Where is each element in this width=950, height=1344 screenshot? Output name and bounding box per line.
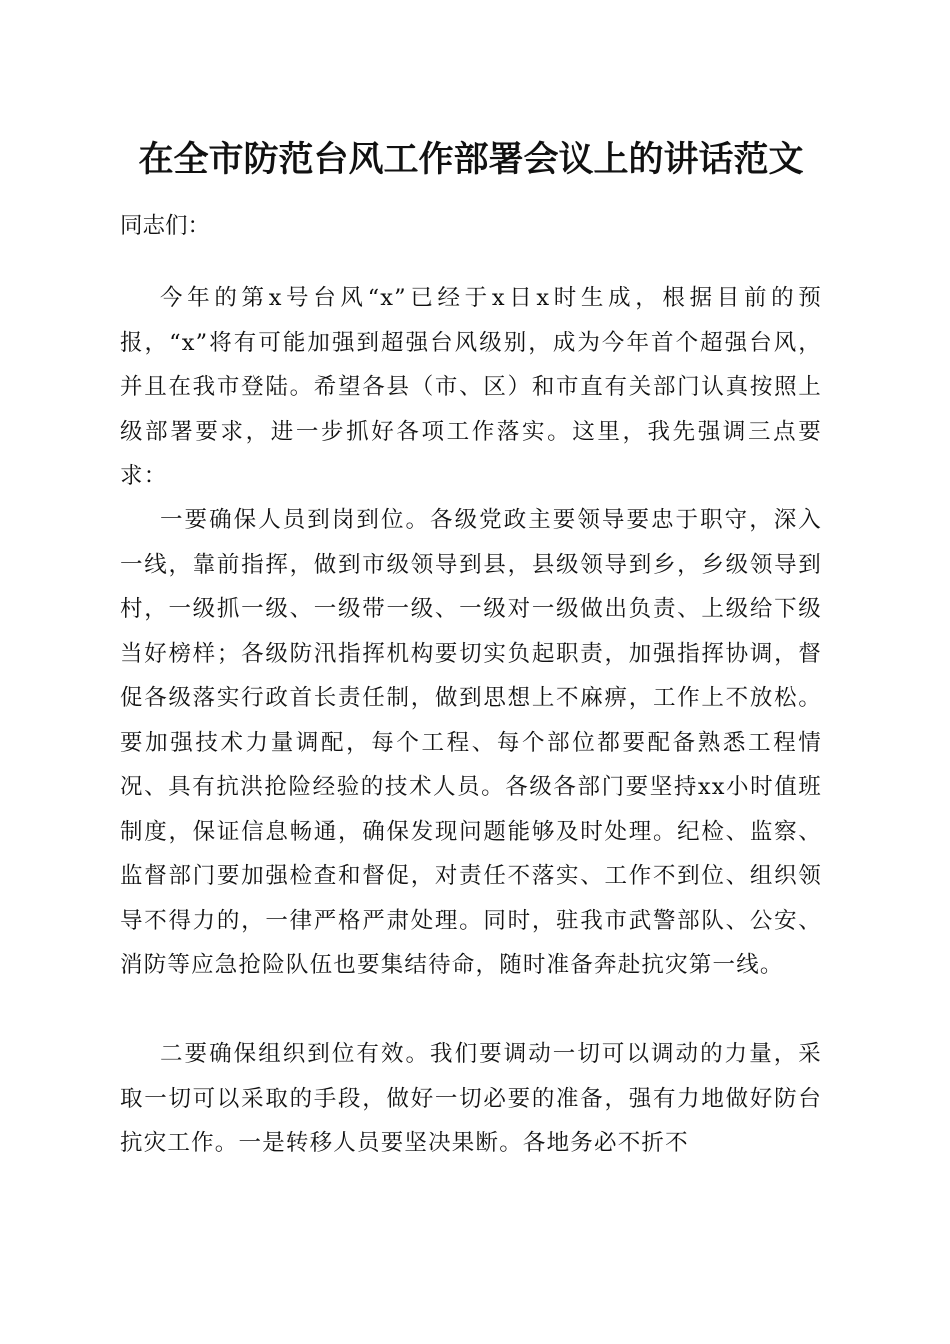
salutation: 同志们： (120, 213, 211, 239)
paragraph-2: 一要确保人员到岗到位。各级党政主要领导要忠于职守，深入一线，靠前指挥，做到市级领导到县，县级领导到乡，乡级领导到村，一级抓一级、一级带一级、一级对一级做出负责、上级给下级当好榜样；各级防汛指挥机构要切实负起职责，加强指挥协调，督促各级落实行政首长责任制，做到思想上不麻痹，工作上不放松。要加强技术力量调配，每个工程、每个部位都要配备熟悉工程情况、具有抗洪抢险经验的技术人员。各级各部门要坚持xx小时值班制度，保证信息畅通，确保发现问题能够及时处理。纪检、监察、监督部门要加强检查和督促，对责任不落实、工作不到位、组织领导不得力的，一律严格严肃处理。同时，驻我市武警部队、公安、消防等应急抢险队伍也要集结待命，随时准备奔赴抗灾第一线。 (120, 507, 822, 978)
paragraph-3: 二要确保组织到位有效。我们要调动一切可以调动的力量，采取一切可以采取的手段，做好一切必要的准备，强有力地做好防台抗灾工作。一是转移人员要坚决果断。各地务必不折不 (120, 1041, 822, 1156)
paragraph-1: 今年的第x号台风“x”已经于x日x时生成，根据目前的预报，“x”将有可能加强到超强台风级别，成为今年首个超强台风，并且在我市登陆。希望各县（市、区）和市直有关部门认真按照上级部署要求，进一步抓好各项工作落实。这里，我先强调三点要求： (120, 285, 822, 489)
document-title: 在全市防范台风工作部署会议上的讲话范文 (138, 139, 804, 180)
